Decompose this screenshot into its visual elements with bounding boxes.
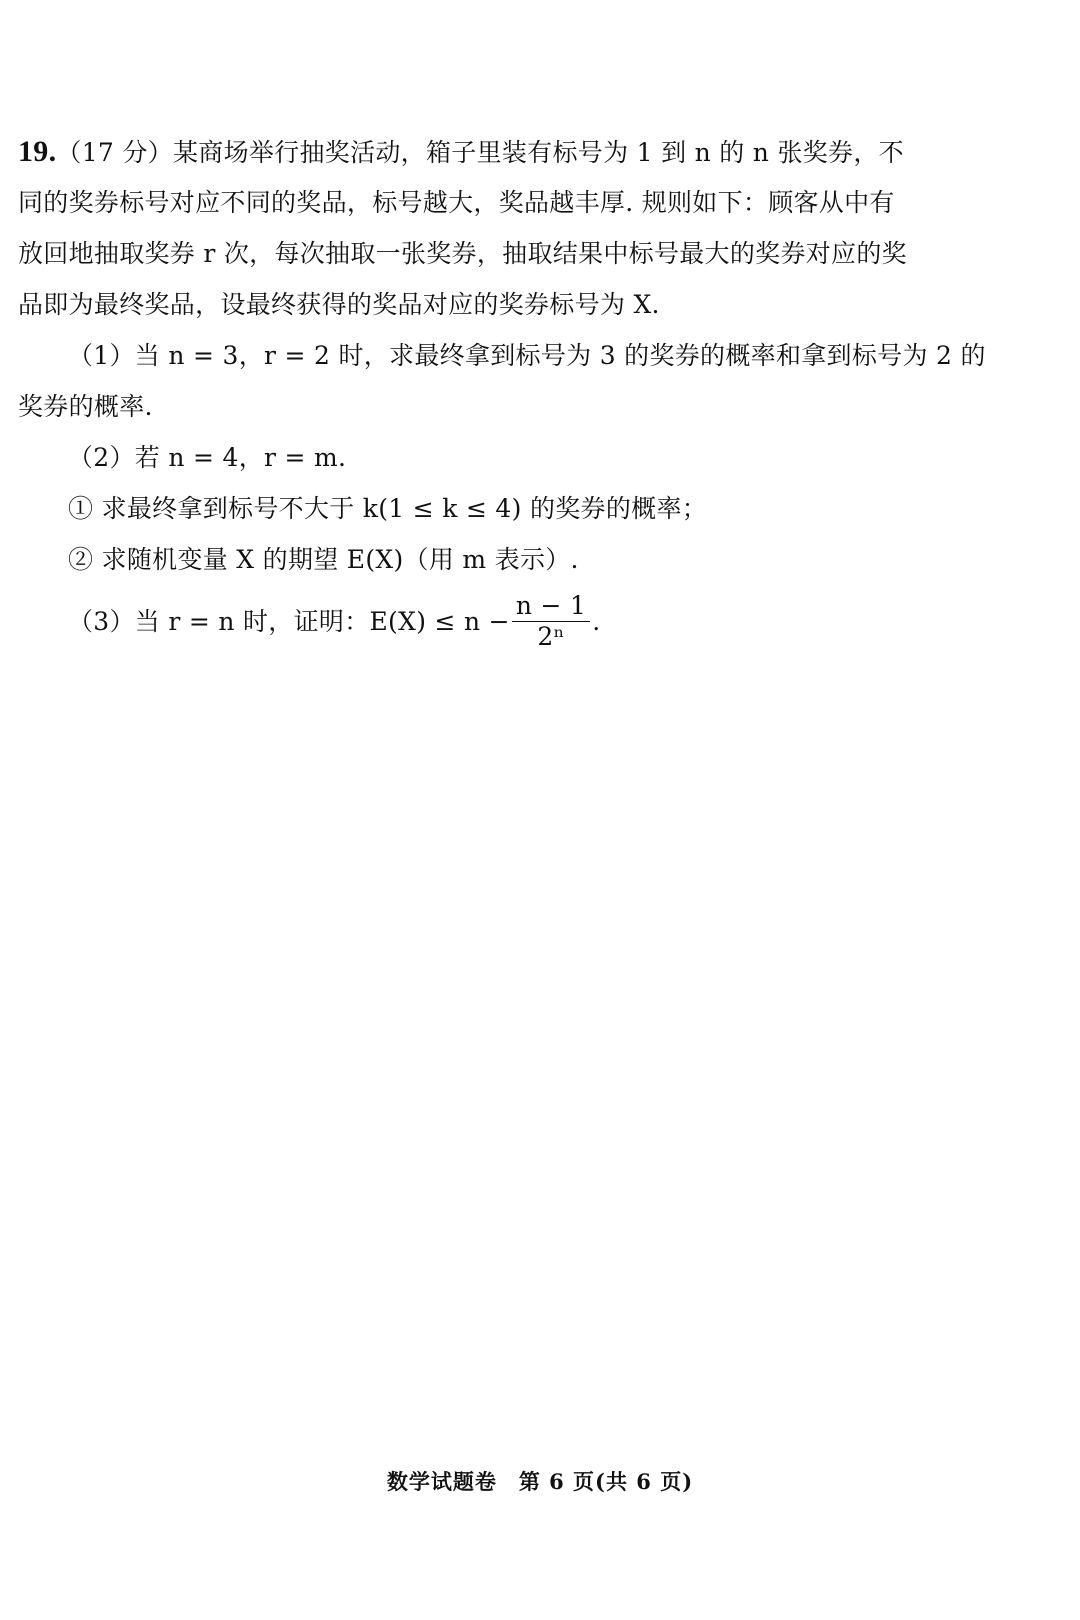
page-footer: 数学试题卷 第 6 页(共 6 页): [386, 1469, 694, 1494]
fraction-numerator: n − 1: [512, 591, 590, 622]
problem-stem-line-3: 放回地抽取奖券 r 次，每次抽取一张奖券，抽取结果中标号最大的奖券对应的奖: [18, 239, 907, 268]
fraction-denominator: 2ⁿ: [537, 621, 565, 651]
problem-stem-line-2: 同的奖券标号对应不同的奖品，标号越大，奖品越丰厚. 规则如下：顾客从中有: [18, 188, 895, 217]
part-3-prefix: （3）当 r = n 时，证明：E(X) ≤ n −: [68, 606, 510, 636]
problem-19: [18, 126, 986, 651]
part-2-sub-1: ① 求最终拿到标号不大于 k(1 ≤ k ≤ 4) 的奖券的概率；: [68, 494, 708, 523]
part-3: [18, 591, 918, 651]
part-2: （2）若 n = 4，r = m.: [68, 443, 347, 472]
problem-score: （17 分）: [56, 138, 173, 167]
part-2-sub-2: ② 求随机变量 X 的期望 E(X)（用 m 表示）.: [68, 545, 579, 574]
problem-stem-line-1: [18, 126, 918, 177]
part-3-suffix: .: [592, 606, 601, 636]
part-1-line-2: 奖券的概率.: [18, 392, 153, 421]
problem-stem-line-4: 品即为最终奖品，设最终获得的奖品对应的奖券标号为 X.: [18, 290, 660, 319]
part-3-fraction: [512, 591, 590, 652]
part-1-line-1: （1）当 n = 3，r = 2 时，求最终拿到标号为 3 的奖券的概率和拿到标号为 2 的: [68, 341, 986, 370]
problem-stem-text-1: 某商场举行抽奖活动，箱子里装有标号为 1 到 n 的 n 张奖券，不: [172, 138, 904, 167]
problem-number: 19.: [18, 135, 57, 168]
